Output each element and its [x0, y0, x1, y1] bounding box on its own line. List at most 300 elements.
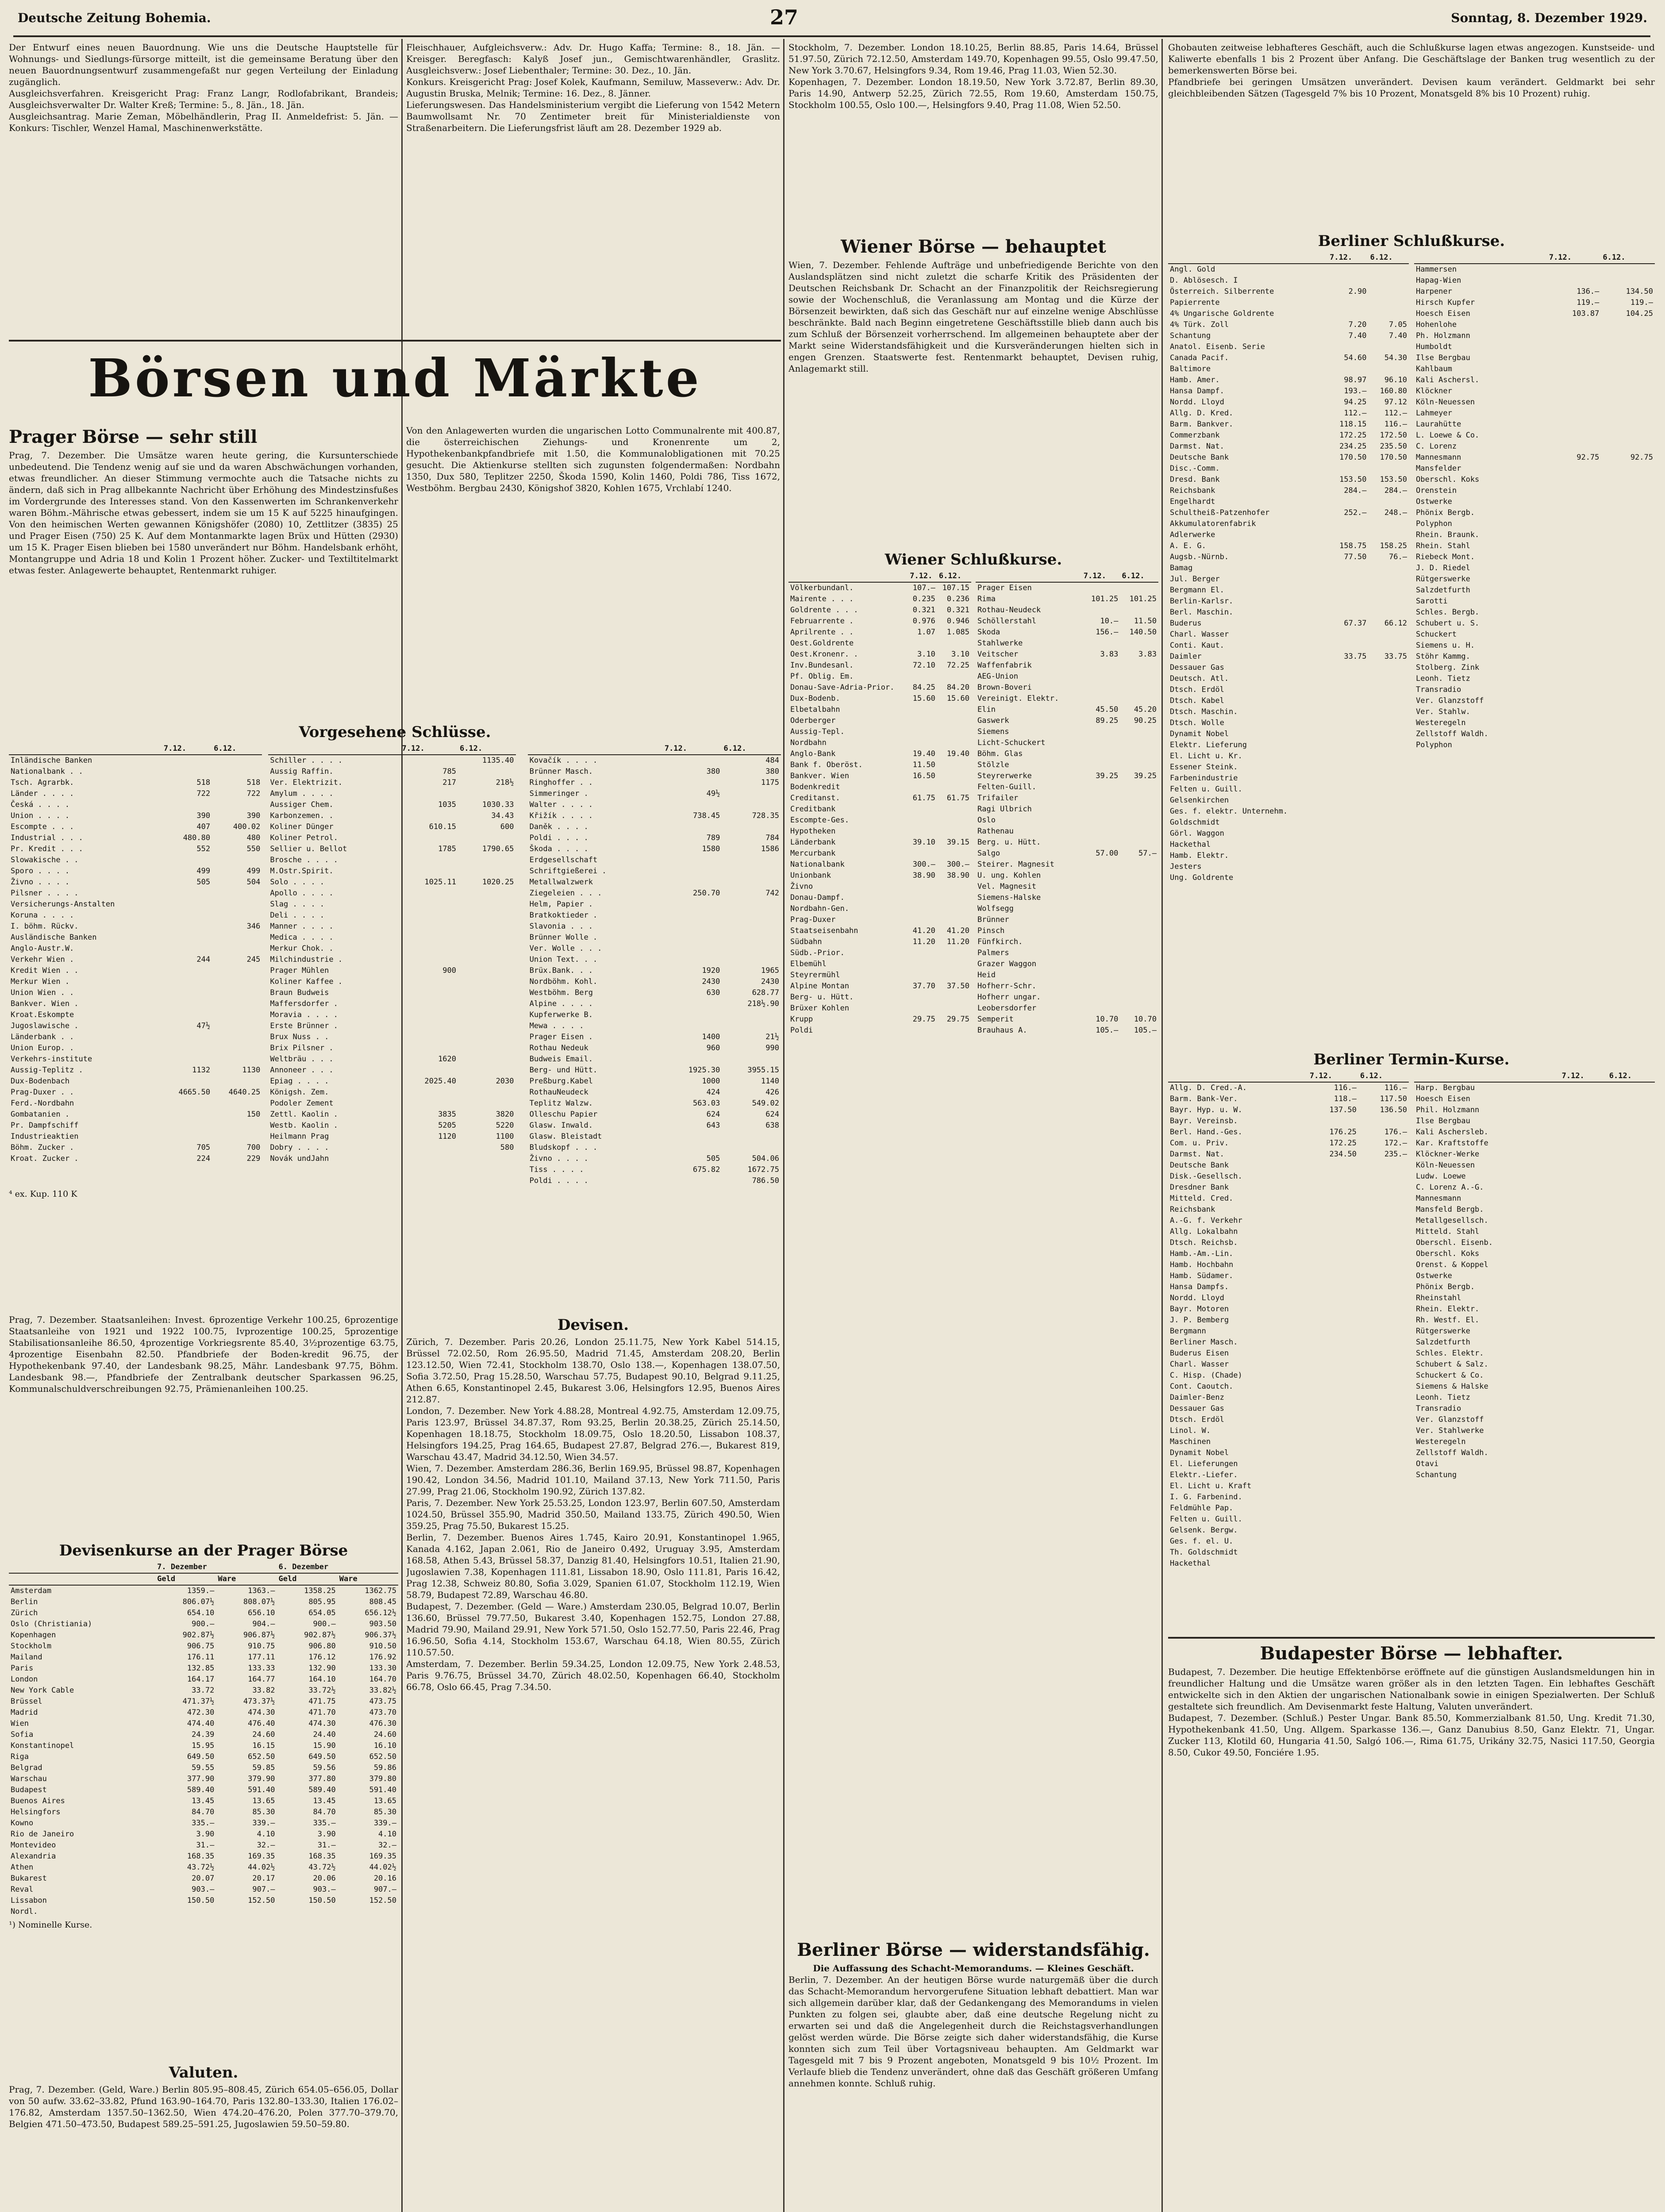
quote-value — [1308, 1536, 1358, 1547]
table-row — [788, 970, 971, 981]
security-name: Mairente . . . — [790, 595, 854, 603]
quote-value: 43.72½ — [308, 1863, 336, 1872]
quote-value: 390 — [196, 811, 211, 820]
quote-table — [528, 743, 781, 1187]
table-row — [1414, 552, 1655, 563]
quote-value — [1328, 684, 1368, 695]
section-heading: Budapester Börse — lebhafter. — [1260, 1643, 1563, 1664]
quote-value: 33.82 — [252, 1686, 275, 1695]
quote-value: 16.50 — [912, 772, 935, 780]
security-name: Montevideo — [11, 1841, 56, 1850]
security-name: Südb.-Prior. — [790, 949, 845, 957]
quote-value: 97.12 — [1384, 398, 1407, 407]
table-row — [1168, 596, 1409, 607]
news-item: Kopenhagen, 7. Dezember. London 18.19.50, New York 3.72.87, Berlin 89.30, Paris 14.90, Antwerp 52.25, Zürich 72.55, Rom 19.60, Amsterdam 150.75, Stockholm 100.55, Oslo 100.—, Helsingfors 9.40, Prag 11.08, Wien 52.50. — [788, 77, 1158, 110]
security-name: Brix Pilsner . — [270, 1044, 334, 1052]
quote-value — [1560, 1293, 1607, 1304]
quote-value — [1328, 673, 1368, 684]
table-row — [268, 1021, 521, 1032]
quote-value — [1308, 1337, 1358, 1348]
table-row — [1414, 1370, 1655, 1381]
quote-value — [1607, 1326, 1655, 1337]
quote-value — [1607, 1282, 1655, 1293]
security-name: Helm, Papier . — [529, 900, 593, 909]
table-column — [1168, 1071, 1409, 1569]
quote-value — [1308, 1315, 1358, 1326]
quote-value — [663, 954, 722, 965]
table-row — [9, 788, 262, 799]
table-row — [788, 638, 971, 649]
table-row — [9, 1884, 398, 1895]
security-name: Prager Eisen . — [529, 1033, 593, 1041]
quote-value: 15.90 — [313, 1741, 336, 1750]
security-name: J. P. Bemberg — [1170, 1316, 1229, 1325]
table-header-row — [1414, 1071, 1655, 1082]
quote-value — [1358, 1271, 1409, 1282]
security-name: Donau-Dampf. — [790, 893, 845, 902]
quote-value — [1607, 1370, 1655, 1381]
quote-value: 786.50 — [752, 1176, 779, 1185]
security-name: Kovačík . . . . — [529, 756, 598, 765]
quote-value — [1369, 773, 1409, 784]
table-row — [976, 737, 1158, 749]
security-name: Koliner Dünger — [270, 822, 334, 831]
quote-value: 990 — [765, 1044, 779, 1052]
security-name: 4% Türk. Zoll — [1170, 320, 1229, 329]
table-row — [976, 693, 1158, 704]
quote-value: 84.70 — [192, 1808, 215, 1816]
quote-value: 44.02½ — [248, 1863, 275, 1872]
quote-value: 377.90 — [187, 1774, 215, 1783]
quote-value — [1082, 605, 1120, 616]
quote-value: 54.30 — [1384, 353, 1407, 362]
security-name: Phil. Holzmann — [1416, 1106, 1480, 1114]
quote-value: 37.50 — [946, 982, 969, 991]
quote-value — [1560, 1193, 1607, 1204]
table-row — [1168, 1282, 1409, 1293]
quote-value — [212, 943, 262, 954]
table-row — [1168, 729, 1409, 740]
table-row — [976, 1025, 1158, 1036]
quote-value: 15.60 — [912, 694, 935, 703]
quote-value: 13.45 — [313, 1797, 336, 1805]
section-heading: Wiener Börse — behauptet — [841, 236, 1106, 257]
quote-value: 1965 — [761, 966, 779, 975]
quote-value: 549.02 — [752, 1099, 779, 1108]
table-row — [1168, 1215, 1409, 1226]
quote-value — [1308, 1282, 1358, 1293]
quote-value — [1601, 629, 1655, 640]
table-row — [976, 771, 1158, 782]
security-name: Dresd. Bank — [1170, 475, 1220, 484]
table-row — [528, 788, 781, 799]
news-item: Pfandbriefe bei geringen Umsätzen unverändert. Devisen kaum verändert. Geldmarkt bei sehr gleichbleibenden Sätzen (Tagesgeld 7% bis 10 Prozent, Monatsgeld 8% bis 10 Prozent) ruhig. — [1168, 77, 1655, 99]
security-name: Salzdetfurth — [1416, 586, 1470, 595]
article-text: Budapest, 7. Dezember. (Schluß.) Pester Ungar. Bank 85.50, Kommerzialbank 81.50, Ung. Kredit 71.30, Hypothekenbank 41.50, Ung. Allgem. Sparkasse 136.—, Ganz Danubius 8.50, Ganz Elektr. 71, Ungar. Zucker 113, Klotild 60, Hungaria 41.50, Salgó 106.—, Rima 61.75, Urikány 32.75, Nasici 117.50, Georgia 8.50, Cukor 49.50, Fonciére 1.95. — [1168, 1713, 1655, 1758]
quote-value — [400, 998, 458, 1010]
table-row — [9, 1153, 262, 1164]
security-name: Sofia — [11, 1730, 34, 1739]
security-name: Charl. Wasser — [1170, 630, 1229, 639]
quote-value — [1358, 1226, 1409, 1237]
table-row — [1168, 1448, 1409, 1459]
security-name: Essener Steink. — [1170, 763, 1238, 772]
quote-value: 24.39 — [192, 1730, 215, 1739]
security-name: Slag . . . . — [270, 900, 325, 909]
table-row — [1168, 518, 1409, 530]
quote-value — [1358, 1448, 1409, 1459]
security-name: Oberschl. Koks — [1416, 1249, 1480, 1258]
quote-value: 649.50 — [187, 1752, 215, 1761]
quote-value: 2.90 — [1348, 287, 1367, 296]
quote-value: 105.— — [1134, 1026, 1157, 1035]
page-number: 27 — [770, 5, 799, 29]
security-name: Apollo . . . . — [270, 889, 334, 898]
column-header — [1414, 1071, 1560, 1082]
quote-value — [1607, 1127, 1655, 1138]
table-row — [1414, 1282, 1655, 1293]
table-row — [788, 582, 971, 594]
quote-value — [162, 1131, 212, 1142]
quote-value: 90.25 — [1134, 716, 1157, 725]
table-row — [1168, 607, 1409, 618]
quote-value — [937, 771, 971, 782]
quote-value — [1358, 1215, 1409, 1226]
security-name: Papierrente — [1170, 298, 1220, 307]
table-row — [1414, 474, 1655, 485]
quote-value: 656.10 — [248, 1609, 275, 1617]
column-header: 7.12. — [162, 743, 212, 755]
security-name: Dessauer Gas — [1170, 1404, 1224, 1413]
quote-value — [1120, 903, 1158, 914]
quote-value: 103.87 — [1572, 309, 1600, 318]
quote-value: 164.17 — [187, 1675, 215, 1684]
quote-value: 54.60 — [1344, 353, 1367, 362]
quote-value — [1082, 815, 1120, 826]
table-header-row — [1414, 252, 1655, 264]
quote-value: 224 — [196, 1154, 211, 1163]
quote-value: 505 — [196, 878, 211, 887]
table-row — [788, 981, 971, 992]
quote-value: 59.55 — [192, 1763, 215, 1772]
quote-value — [1560, 1425, 1607, 1436]
table-row — [528, 855, 781, 866]
security-name: Pilsner . . . . — [11, 889, 79, 898]
table-row — [1414, 695, 1655, 707]
quote-value — [400, 1098, 458, 1109]
table-row — [788, 1014, 971, 1025]
security-name: Grazer Waggon — [977, 960, 1037, 968]
security-name: Südbahn — [790, 937, 822, 946]
table-row — [1168, 784, 1409, 795]
table-row — [1168, 651, 1409, 662]
quote-value — [1601, 552, 1655, 563]
security-name: Bergmann El. — [1170, 586, 1224, 595]
security-name: Elin — [977, 705, 996, 714]
quote-value — [908, 826, 937, 837]
security-name: Athen — [11, 1863, 34, 1872]
quote-value: 38.90 — [946, 871, 969, 880]
quote-value: 39.25 — [1096, 772, 1119, 780]
security-name: Allg. Lokalbahn — [1170, 1227, 1238, 1236]
quote-value: 3.10 — [951, 650, 969, 659]
quote-value: 1100 — [496, 1132, 514, 1141]
security-name: Harp. Bergbau — [1416, 1083, 1475, 1092]
table-row — [1168, 452, 1409, 463]
security-name: Augsb.-Nürnb. — [1170, 553, 1229, 561]
column-header: 6.12. — [722, 743, 781, 755]
security-name: Hypotheken — [790, 827, 836, 836]
quote-value — [1328, 762, 1368, 773]
table-row — [1168, 308, 1409, 319]
quote-value — [400, 1153, 458, 1164]
quote-value — [1607, 1337, 1655, 1348]
table-row — [268, 822, 521, 833]
security-name: Bergmann — [1170, 1327, 1206, 1336]
quote-value: 1175 — [761, 778, 779, 787]
quote-value: 24.40 — [313, 1730, 336, 1739]
security-name: Brown-Boveri — [977, 683, 1032, 692]
security-name: New York Cable — [11, 1686, 74, 1695]
quote-value: 67.37 — [1344, 619, 1367, 628]
quote-value — [1120, 837, 1158, 848]
security-name: Licht-Schuckert — [977, 738, 1046, 747]
table-row — [976, 726, 1158, 737]
quote-table — [1414, 1071, 1655, 1481]
quote-value — [1547, 518, 1601, 530]
quote-value: 137.50 — [1329, 1106, 1357, 1114]
quote-value — [1560, 1359, 1607, 1370]
quote-value — [1082, 970, 1120, 981]
quote-value — [1560, 1448, 1607, 1459]
security-name: Ostwerke — [1416, 1271, 1452, 1280]
quote-value: 722 — [196, 789, 211, 798]
quote-value: 45.50 — [1096, 705, 1119, 714]
quote-value — [1308, 1193, 1358, 1204]
security-name: Gelsenk. Bergw. — [1170, 1526, 1238, 1535]
security-name: Škoda . . . . — [529, 845, 588, 853]
security-name: Schantung — [1416, 1471, 1457, 1479]
quote-value: 1400 — [702, 1033, 720, 1041]
quote-value — [1328, 695, 1368, 707]
column-header: 6.12. — [1358, 1071, 1409, 1082]
table-row — [1414, 574, 1655, 585]
security-name: Schiller . . . . — [270, 756, 343, 765]
security-name: Hamb. Südamer. — [1170, 1271, 1234, 1280]
table-row — [1168, 1459, 1409, 1470]
quote-value: 907.— — [252, 1885, 275, 1894]
quote-value — [937, 638, 971, 649]
quote-value — [162, 1109, 212, 1120]
security-name: Krupp — [790, 1015, 813, 1024]
table-row — [268, 987, 521, 998]
table-row — [1414, 1160, 1655, 1171]
quote-value — [1308, 1459, 1358, 1470]
security-name: Gaswerk — [977, 716, 1009, 725]
table-row — [1168, 1160, 1409, 1171]
quote-value — [1547, 496, 1601, 507]
quote-table — [976, 571, 1158, 1036]
security-name: Disk.-Gesellsch. — [1170, 1172, 1242, 1181]
table-row — [268, 1109, 521, 1120]
table-row — [9, 1729, 398, 1740]
table-row — [788, 926, 971, 937]
quote-value — [1560, 1370, 1607, 1381]
table-row — [1168, 1425, 1409, 1436]
quote-value — [1308, 1503, 1358, 1514]
quote-value: 0.946 — [946, 617, 969, 626]
quote-value — [1082, 837, 1120, 848]
quote-value — [1601, 474, 1655, 485]
security-name: Gelsenkirchen — [1170, 796, 1229, 805]
table-row — [9, 822, 262, 833]
quote-value — [400, 1065, 458, 1076]
table-row — [1168, 275, 1409, 286]
quote-value — [1560, 1381, 1607, 1392]
security-name: L. Loewe & Co. — [1416, 431, 1480, 440]
table-row — [1168, 707, 1409, 718]
quote-value — [1601, 729, 1655, 740]
quote-value — [1308, 1414, 1358, 1425]
quote-value: 160.80 — [1380, 387, 1407, 396]
quote-value — [1082, 892, 1120, 903]
table-row — [1168, 1547, 1409, 1558]
quote-value — [162, 855, 212, 866]
security-name: Linol. W. — [1170, 1426, 1211, 1435]
security-name: Otavi — [1416, 1459, 1439, 1468]
security-name: Annoneer . . . — [270, 1066, 334, 1075]
quote-value: 903.— — [313, 1885, 336, 1894]
quote-value: 10.70 — [1096, 1015, 1119, 1024]
quote-value: 10.— — [1100, 617, 1119, 626]
quote-value: 150.50 — [187, 1896, 215, 1905]
quote-value — [162, 987, 212, 998]
security-name: Prag-Duxer — [790, 915, 836, 924]
table-row — [1414, 264, 1655, 275]
security-name: Phönix Bergb. — [1416, 508, 1475, 517]
table-row — [1168, 1337, 1409, 1348]
column-header: 6. Dezember — [277, 1562, 398, 1573]
quote-value: 3.10 — [917, 650, 935, 659]
security-name: Stöhr Kammg. — [1416, 652, 1470, 661]
security-name: Brosche . . . . — [270, 856, 338, 864]
quote-value — [1082, 749, 1120, 760]
table-row — [1414, 375, 1655, 386]
quote-value — [1547, 264, 1601, 275]
quote-value: 32.— — [378, 1841, 396, 1850]
quote-value — [1308, 1226, 1358, 1237]
table-header-row — [268, 743, 521, 755]
quote-value — [1308, 1116, 1358, 1127]
table-row — [1414, 541, 1655, 552]
table-row — [976, 1003, 1158, 1014]
table-row — [1168, 1226, 1409, 1237]
quote-value: 0.321 — [946, 606, 969, 614]
security-name: Aprilrente . . — [790, 628, 854, 637]
table-row — [268, 844, 521, 855]
quote-value: 176.— — [1384, 1128, 1407, 1137]
security-name: Polyphon — [1416, 741, 1452, 749]
quote-value — [1328, 718, 1368, 729]
quote-value: 589.40 — [308, 1786, 336, 1794]
quote-value — [1607, 1271, 1655, 1282]
column-header: 6.12. — [1601, 252, 1655, 264]
quote-value: 1140 — [761, 1077, 779, 1086]
quote-value: 89.25 — [1096, 716, 1119, 725]
table-row — [268, 1065, 521, 1076]
quote-value: 10.70 — [1134, 1015, 1157, 1024]
security-name: Donau-Save-Adria-Prior. — [790, 683, 895, 692]
quote-value — [1328, 784, 1368, 795]
quote-value: 906.87½ — [243, 1631, 275, 1640]
quote-value — [908, 914, 937, 926]
table-row — [9, 1685, 398, 1696]
quote-value — [1328, 585, 1368, 596]
table-row — [976, 793, 1158, 804]
table-row — [528, 1153, 781, 1164]
security-name: Hoesch Eisen — [1416, 1094, 1470, 1103]
quote-value — [1601, 585, 1655, 596]
security-name: Ver. Wolle . . . — [529, 944, 602, 953]
table-row — [528, 1032, 781, 1043]
security-name: El. Licht u. Kraft — [1170, 1482, 1252, 1490]
security-name: Berl. Maschin. — [1170, 608, 1234, 617]
quote-value: 13.65 — [373, 1797, 396, 1805]
table-header-row — [976, 571, 1158, 582]
quote-value: 33.75 — [1344, 652, 1367, 661]
column-header — [9, 1562, 155, 1573]
security-name: Amsterdam — [11, 1586, 52, 1595]
quote-value: 472.30 — [187, 1708, 215, 1717]
security-name: Ausländische Banken — [11, 933, 97, 942]
article-text: Amsterdam, 7. Dezember. Berlin 59.34.25, London 12.09.75, New York 2.48.53, Paris 9.76.75, Brüssel 34.70, Zürich 48.02.50, Kopenhagen 66.40, Stockholm 66.78, Oslo 66.45, Prag 7.34.50. — [406, 1659, 780, 1692]
quote-value — [1308, 1248, 1358, 1260]
security-name: Hamb.-Am.-Lin. — [1170, 1249, 1234, 1258]
security-name: Deutsche Bank — [1170, 453, 1229, 462]
table-row — [976, 881, 1158, 892]
quote-value: 1785 — [438, 845, 457, 853]
section-heading: Berliner Schlußkurse. — [1318, 232, 1505, 250]
table-row — [528, 822, 781, 833]
quote-value — [663, 877, 722, 888]
security-name: Trifailer — [977, 794, 1019, 803]
table-row — [528, 833, 781, 844]
article-text: Berlin, 7. Dezember. An der heutigen Börse wurde naturgemäß über die durch das Schacht-Memorandum hervorgerufene Situation lebhaft debattiert. Man war sich allgemein darüber klar, daß der Gedankengang des Memorandums in vielen Punkten zu folgen sei, glaubte aber, daß eine deutsche Regelung nicht zu erwarten sei und daß die Angelegenheit durch die Reichstagsverhandlungen gelöst werden würde. Die Börse zeigte sich daher widerstandsfähig, die Kurse konnten sich zum Teil über Vortagsniveau behaupten. Am Geldmarkt war Tagesgeld mit 7 bis 9 Prozent angeboten, Monatsgeld 9 bis 10½ Prozent. Im Verlaufe blieb die Tendenz unverändert, ohne daß das Geschäft größeren Umfang annehmen konnte. Schluß ruhig. — [788, 1974, 1158, 2089]
security-name: Anatol. Eisenb. Serie — [1170, 342, 1265, 351]
table-row — [528, 1131, 781, 1142]
quote-value — [1120, 959, 1158, 970]
security-name: Baltimore — [1170, 365, 1211, 373]
table-row — [9, 1641, 398, 1652]
quote-value — [1358, 1282, 1409, 1293]
quote-value: 16.15 — [252, 1741, 275, 1750]
quote-value — [663, 943, 722, 954]
quote-value — [1601, 319, 1655, 330]
quote-value — [1082, 948, 1120, 959]
table-row — [976, 682, 1158, 693]
security-name: Daimler-Benz — [1170, 1393, 1224, 1402]
table-row — [1168, 1481, 1409, 1492]
quote-value: 638 — [765, 1121, 779, 1130]
security-name: M.Ostr.Spirit. — [270, 867, 334, 876]
quote-value — [400, 1087, 458, 1098]
quote-value — [458, 888, 516, 899]
security-name: Dtsch. Kabel — [1170, 696, 1224, 705]
table-row — [9, 1774, 398, 1785]
security-name: Görl. Waggon — [1170, 829, 1224, 838]
security-name: Humboldt — [1416, 342, 1452, 351]
quote-value: 59.85 — [252, 1763, 275, 1772]
